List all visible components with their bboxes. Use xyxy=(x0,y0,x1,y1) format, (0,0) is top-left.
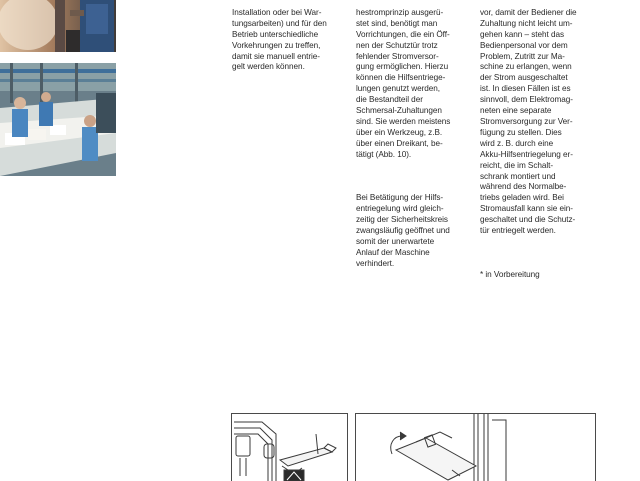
handle-rotation-illustration-icon xyxy=(356,414,595,481)
col3-footnote: * in Vorbereitung xyxy=(480,269,540,279)
text-column-1 xyxy=(232,0,350,84)
worker-photo xyxy=(0,0,116,52)
latch-with-tool-illustration-icon xyxy=(232,414,347,481)
worker-photo-image xyxy=(0,0,116,52)
figure-right xyxy=(355,413,596,481)
factory-line-photo-image xyxy=(0,63,116,176)
col2-paragraph-2: Bei Betätigung der Hilfs- entriegelung wird gleich- zeitig der Sicherheitskreis zwangsläufig geöffnet und somit der unerwartete Anlauf der Maschine verhindert. xyxy=(356,193,450,268)
factory-line-photo xyxy=(0,63,116,176)
text-column-2 xyxy=(356,0,474,281)
col1-paragraph-1: Installation oder bei War- tungsarbeiten) und für den Betrieb unterschiedliche Vorkehrungen zu treffen, damit sie manuell entrie- gelt werden können. xyxy=(232,7,327,72)
col2-paragraph-1: hestromprinzip ausgerü- stet sind, benötigt man Vorrichtungen, die ein Öff- nen der Schutztür trotz fehlender Stromversor- gung ermöglichen. Hierzu können die Hilfsentriege- lungen genutzt werden, die Bestandteil der Schmersal-Zuhaltungen sind. Sie werden meistens über ein Werkzeug, z.B. über einen Dreikant, be- tätigt (Abb. 10). xyxy=(356,7,451,159)
col3-paragraph-1: vor, damit der Bediener die Zuhaltung nicht leicht um- gehen kann – steht das Bedienpersonal vor dem Problem, Zutritt zur Ma- schine zu erlangen, wenn der Strom ausgeschaltet ist. In diesen Fällen ist es sinnvoll, dem Elektromag- neten eine separate Stromversorgung zur Ver- fügung zu stellen. Dies wird z. B. durch eine Akku-Hilfsentriegelung er- reicht, die im Schalt- schrank montiert und während des Normalbe- triebs geladen wird. Bei Stromausfall kann sie ein- geschaltet und die Schutz- tür entriegelt werden. xyxy=(480,7,577,236)
figure-left xyxy=(231,413,348,481)
text-column-3 xyxy=(480,0,602,291)
